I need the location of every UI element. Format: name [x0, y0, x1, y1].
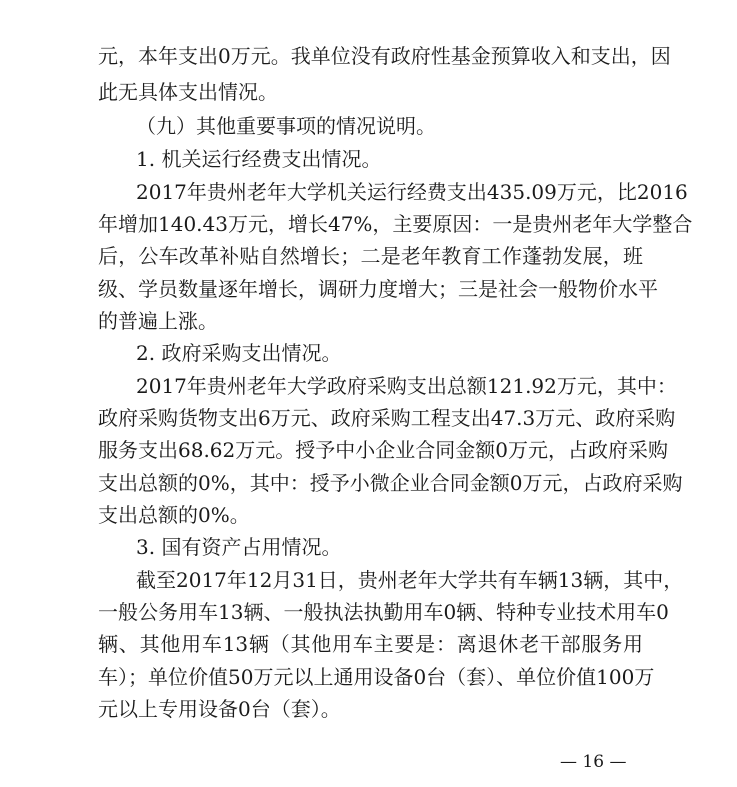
subsection-heading: 2. 政府采购支出情况。: [136, 341, 342, 365]
text-line: 元，本年支出0万元。我单位没有政府性基金预算收入和支出，因: [98, 44, 671, 68]
section-heading: （九）其他重要事项的情况说明。: [136, 114, 436, 138]
text-line: 一般公务用车13辆、一般执法执勤用车0辆、特种专业技术用车0: [98, 600, 669, 624]
text-line: 的普遍上涨。: [98, 309, 218, 333]
text-line: 后，公车改革补贴自然增长；二是老年教育工作蓬勃发展，班: [98, 244, 643, 268]
text-line: 此无具体支出情况。: [98, 80, 278, 104]
page-number: — 16 —: [560, 752, 627, 772]
text-line: 车）；单位价值50万元以上通用设备0台（套）、单位价值100万: [98, 665, 655, 689]
text-line: 2017年贵州老年大学政府采购支出总额121.92万元，其中：: [136, 374, 677, 398]
text-line: 政府采购货物支出6万元、政府采购工程支出47.3万元、政府采购: [98, 406, 676, 430]
text-line: 服务支出68.62万元。授予中小企业合同金额0万元，占政府采购: [98, 438, 668, 462]
text-line: 辆、其他用车13辆（其他用车主要是：离退休老干部服务用: [98, 632, 643, 656]
subsection-heading: 3. 国有资产占用情况。: [136, 535, 342, 559]
text-line: 截至2017年12月31日，贵州老年大学共有车辆13辆，其中，: [136, 568, 684, 592]
text-line: 级、学员数量逐年增长，调研力度增大；三是社会一般物价水平: [98, 277, 658, 301]
text-line: 支出总额的0%。: [98, 503, 250, 527]
text-line: 支出总额的0%，其中：授予小微企业合同金额0万元，占政府采购: [98, 471, 683, 495]
text-line: 2017年贵州老年大学机关运行经费支出435.09万元，比2016: [136, 180, 688, 204]
subsection-heading: 1. 机关运行经费支出情况。: [136, 147, 382, 171]
text-line: 元以上专用设备0台（套）。: [98, 697, 341, 721]
text-line: 年增加140.43万元，增长47%，主要原因：一是贵州老年大学整合: [98, 212, 693, 236]
